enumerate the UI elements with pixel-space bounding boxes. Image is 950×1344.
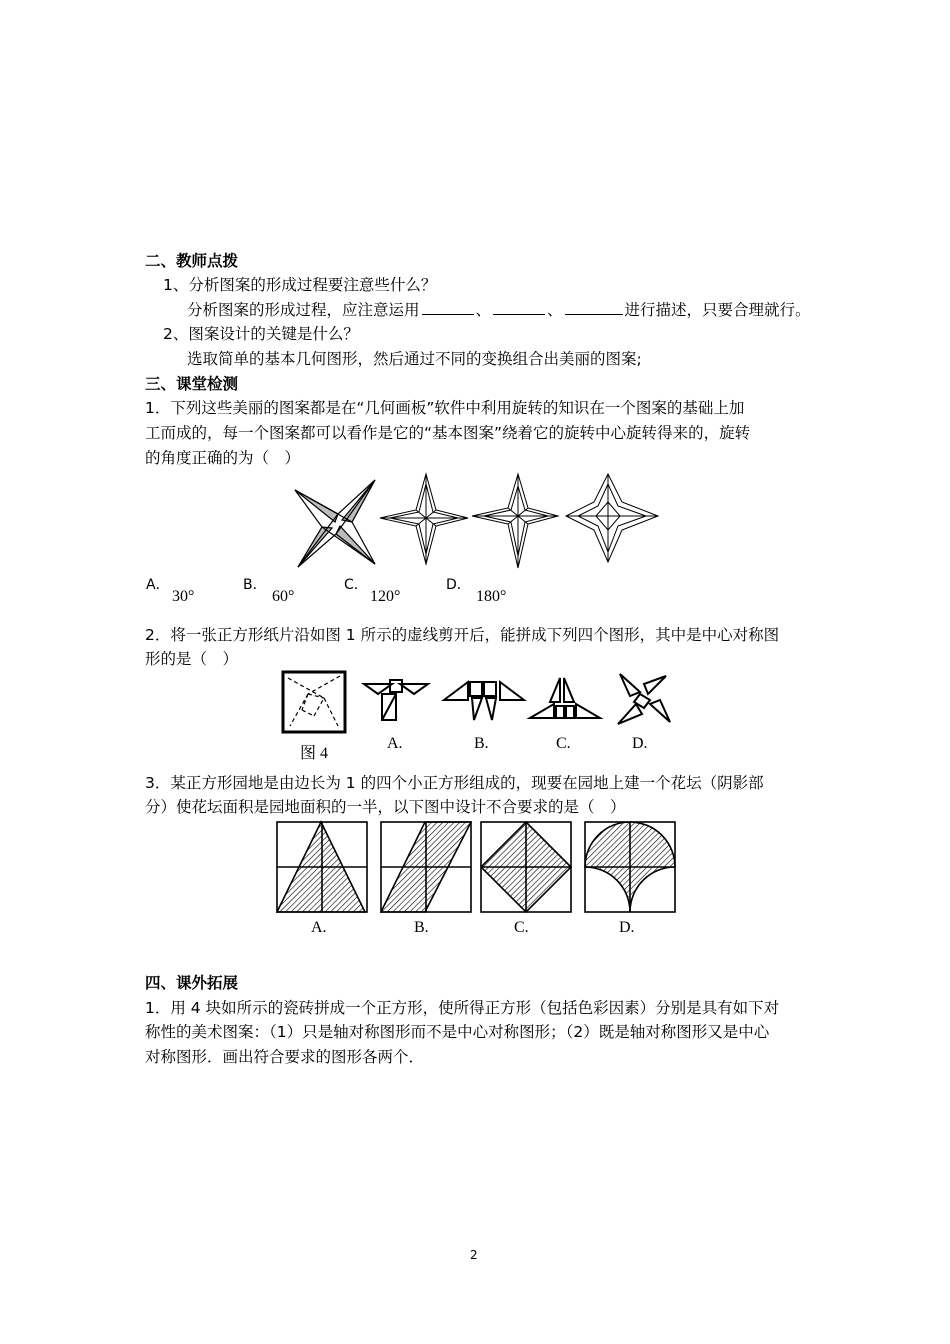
option-a-letter: A． (146, 577, 170, 593)
problem2-line1: 2．将一张正方形纸片沿如图 1 所示的虚线剪开后，能拼成下列四个图形，其中是中心对称图 (145, 626, 780, 644)
star-pattern-4 (566, 474, 658, 562)
figure-4-label: 图 4 (300, 745, 329, 762)
shape-a-label: A. (387, 735, 403, 752)
design-c (481, 822, 571, 912)
shape-b (444, 682, 524, 720)
fill-blank (493, 300, 545, 315)
extension-line2: 称性的美术图案：（1）只是轴对称图形而不是中心对称图形；（2）既是轴对称图形又是中心 (145, 1023, 770, 1041)
separator: 、 (475, 301, 492, 319)
problem3-line2: 分）使花坛面积是园地面积的一半，以下图中设计不合要求的是（ ） (145, 798, 626, 816)
fill-blank (422, 300, 474, 315)
section4-heading: 四、课外拓展 (145, 974, 239, 992)
design-d (585, 822, 675, 912)
option-d-letter: D． (446, 577, 471, 593)
problem2-line2: 形的是（ ） (145, 650, 239, 668)
garden-designs-figure (275, 820, 680, 916)
rotation-stars-figure (290, 472, 670, 572)
problem1-line3: 的角度正确的为（ ） (145, 449, 301, 467)
star-pattern-3 (472, 474, 558, 568)
design-a-label: A. (311, 919, 327, 936)
problem1-line1: 1．下列这些美丽的图案都是在“几何画板”软件中利用旋转的知识在一个图案的基础上加 (145, 399, 745, 417)
section2-answer-2: 选取简单的基本几何图形，然后通过不同的变换组合出美丽的图案; (187, 350, 642, 368)
design-d-label: D. (619, 919, 635, 936)
problem3-line1: 3．某正方形园地是由边长为 1 的四个小正方形组成的，现要在园地上建一个花坛（阴影部 (145, 774, 764, 792)
shape-d-label: D. (632, 735, 648, 752)
problem1-line2: 工而成的，每一个图案都可以看作是它的“基本图案”绕着它的旋转中心旋转得来的，旋转 (145, 424, 751, 442)
star-pattern-1 (295, 480, 375, 567)
star-pattern-2 (380, 474, 468, 564)
fill-blank (565, 300, 623, 315)
section2-question-1: 1、分析图案的形成过程要注意些什么？ (163, 276, 437, 294)
section2-heading: 二、教师点拨 (145, 252, 239, 270)
cut-square-figure (283, 672, 345, 732)
option-b-value: 60° (272, 588, 295, 605)
shape-b-label: B. (474, 735, 489, 752)
section2-answer-1 (187, 299, 811, 321)
option-c-letter: C． (344, 577, 368, 593)
design-a (277, 822, 367, 912)
option-a-value: 30° (172, 588, 195, 605)
extension-line3: 对称图形．画出符合要求的图形各两个． (145, 1048, 425, 1066)
design-c-label: C. (514, 919, 529, 936)
shape-a (364, 680, 428, 720)
separator: 、 (547, 301, 563, 319)
option-c-value: 120° (370, 588, 401, 605)
answer-1-suffix: 进行描述，只要合理就行。 (624, 301, 811, 319)
extension-line1: 1．用 4 块如所示的瓷砖拼成一个正方形，使所得正方形（包括色彩因素）分别是具有如下对 (145, 999, 780, 1017)
design-b (381, 822, 471, 912)
shape-c-label: C. (556, 735, 571, 752)
option-b-letter: B． (243, 577, 267, 593)
page-number: 2 (470, 1248, 478, 1262)
option-d-value: 180° (476, 588, 507, 605)
section3-heading: 三、课堂检测 (145, 375, 239, 393)
design-b-label: B. (414, 919, 429, 936)
answer-1-prefix: 分析图案的形成过程，应注意运用 (187, 301, 420, 319)
section2-question-2: 2、图案设计的关键是什么？ (163, 325, 359, 343)
paper-cut-figure (278, 670, 678, 736)
shape-c (530, 678, 600, 718)
shape-d (618, 674, 670, 724)
